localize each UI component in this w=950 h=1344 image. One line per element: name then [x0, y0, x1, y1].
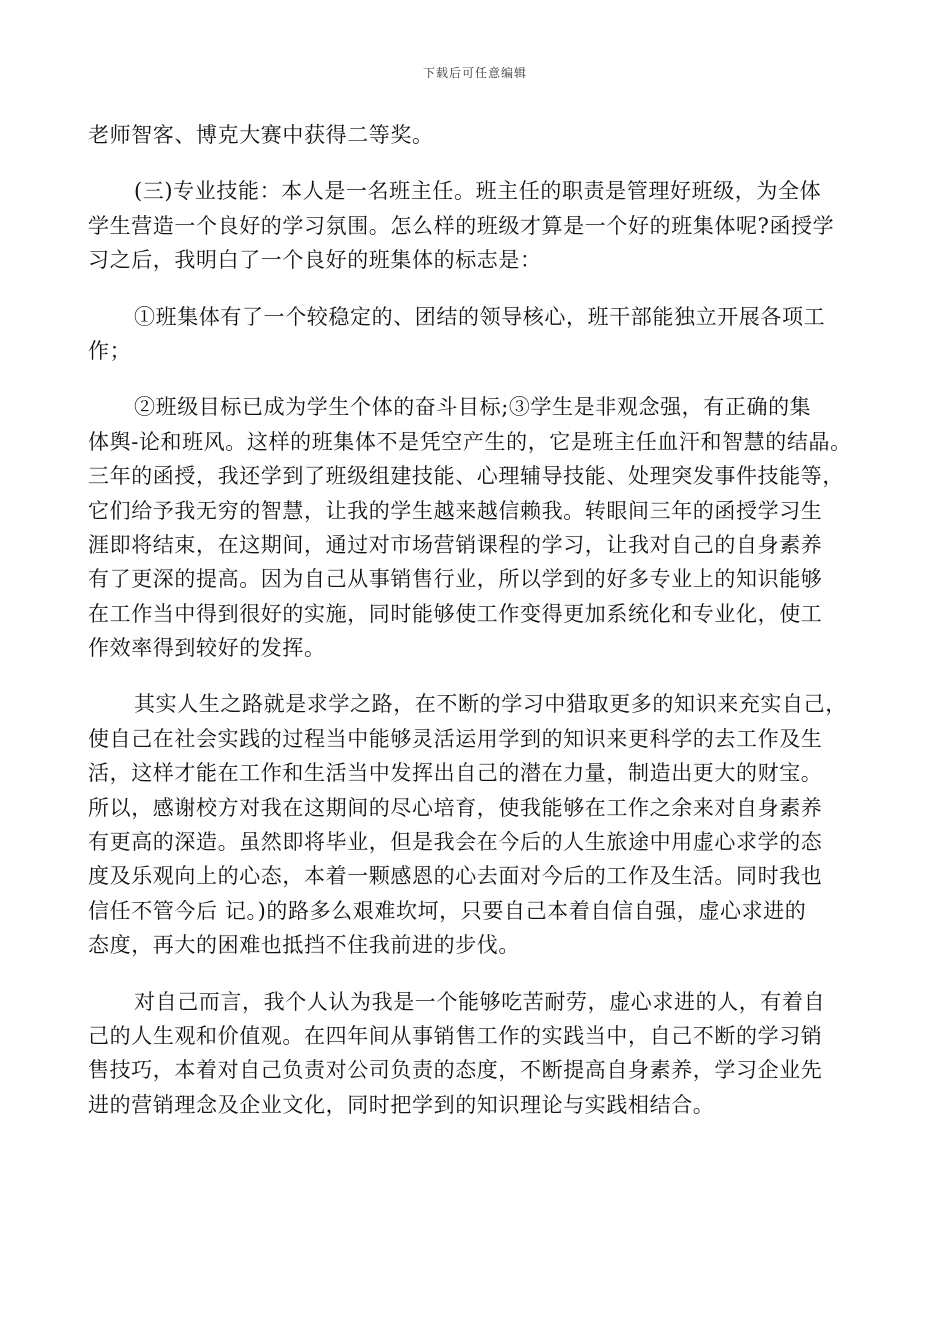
- text-line: (三)专业技能：本人是一名班主任。班主任的职责是管理好班级，为全体: [134, 179, 822, 204]
- text-line: 习之后，我明白了一个良好的班集体的标志是：: [88, 248, 542, 273]
- text-line: ①班集体有了一个较稳定的、团结的领导核心，班干部能独立开展各项工: [134, 304, 826, 329]
- text-line: 在工作当中得到很好的实施，同时能够使工作变得更加系统化和专业化，使工: [88, 601, 823, 626]
- text-line: 有了更深的提高。因为自己从事销售行业，所以学到的好多专业上的知识能够: [88, 567, 823, 592]
- paragraph: [88, 687, 858, 962]
- text-line: 使自己在社会实践的过程当中能够灵活运用学到的知识来更科学的去工作及生: [88, 726, 823, 751]
- text-line: 学生营造一个良好的学习氛围。怎么样的班级才算是一个好的班集体呢?函授学: [88, 213, 835, 238]
- text-line: 作效率得到较好的发挥。: [88, 636, 326, 661]
- paragraph: [88, 118, 858, 152]
- text-line: 涯即将结束，在这期间，通过对市场营销课程的学习，让我对自己的自身素养: [88, 532, 823, 557]
- paragraph: [88, 174, 858, 277]
- text-line: 它们给予我无穷的智慧，让我的学生越来越信赖我。转眼间三年的函授学习生: [88, 498, 823, 523]
- text-line: 所以，感谢校方对我在这期间的尽心培育，使我能够在工作之余来对自身素养: [88, 795, 823, 820]
- paragraph: [88, 985, 858, 1123]
- text-line: 作；: [88, 338, 132, 363]
- text-line: ②班级目标已成为学生个体的奋斗目标;③学生是非观念强，有正确的集: [134, 395, 812, 420]
- paragraph: [88, 390, 858, 665]
- text-line: 对自己而言，我个人认为我是一个能够吃苦耐劳，虚心求进的人，有着自: [134, 989, 826, 1014]
- document-body: [88, 118, 858, 1122]
- text-line: 有更高的深造。虽然即将毕业，但是我会在今后的人生旅途中用虚心求学的态: [88, 830, 823, 855]
- text-line: 度及乐观向上的心态，本着一颗感恩的心去面对今后的工作及生活。同时我也: [88, 864, 823, 889]
- text-line: 售技巧，本着对自己负责对公司负责的态度，不断提高自身素养，学习企业先: [88, 1058, 823, 1083]
- page-header: 下载后可任意编辑: [422, 66, 527, 80]
- text-line: 老师智客、博克大赛中获得二等奖。: [88, 123, 434, 147]
- paragraph: [88, 300, 858, 369]
- text-line: 态度，再大的困难也抵挡不住我前进的步伐。: [88, 933, 520, 958]
- text-line: 进的营销理念及企业文化，同时把学到的知识理论与实践相结合。: [88, 1092, 715, 1117]
- text-line: 信任不管今后 记。)的路多么艰难坎坷，只要自己本着自信自强，虚心求进的: [88, 898, 807, 923]
- text-line: 体舆-论和班风。这样的班集体不是凭空产生的，它是班主任血汗和智慧的结晶。: [88, 429, 852, 454]
- text-line: 其实人生之路就是求学之路，在不断的学习中猎取更多的知识来充实自己，: [134, 692, 847, 717]
- text-line: 活，这样才能在工作和生活当中发挥出自己的潜在力量，制造出更大的财宝。: [88, 761, 823, 786]
- text-line: 己的人生观和价值观。在四年间从事销售工作的实践当中，自己不断的学习销: [88, 1023, 823, 1048]
- text-line: 三年的函授，我还学到了班级组建技能、心理辅导技能、处理突发事件技能等，: [88, 464, 844, 489]
